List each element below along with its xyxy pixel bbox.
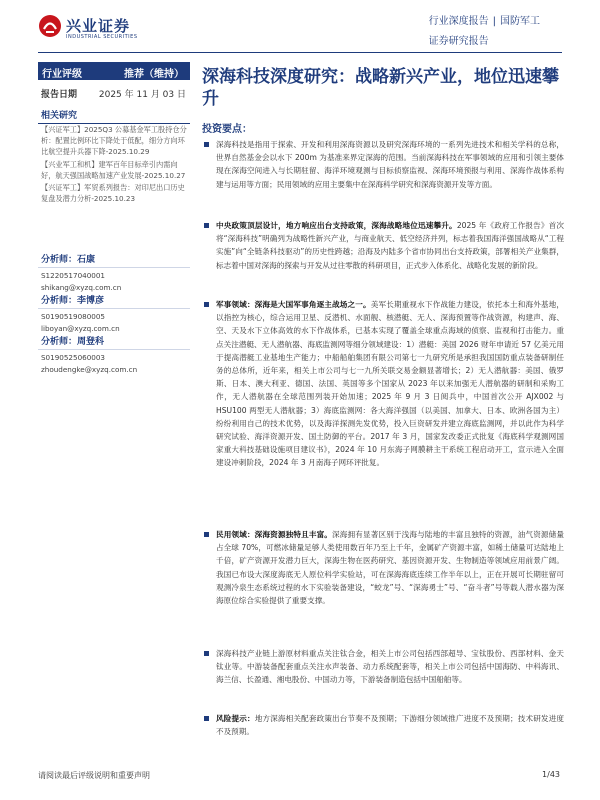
key-point-lead: 风险提示：: [216, 714, 255, 723]
analyst-card: [38, 252, 190, 292]
related-report-link[interactable]: 【兴业军工和机】建军百年目标牵引内需向好，航天强国战略加速产业发展-2025.10.27: [41, 159, 186, 180]
analyst-name: 分析师：周登科: [38, 334, 190, 350]
analyst-card: [38, 334, 190, 374]
key-point-text: 深海科技是指用于探索、开发和利用深海资源以及研究深海环境的一系列先进技术和相关学科的总称，世界自然基金会以水下 200m 为基准来界定深海的范围。当前深海科技在军事领域的应用和引领主要体现在深海空间进入与长期驻留、海洋环境观测与目标侦察监视、深海环境预报与利用、深海作战体系构建与运用等方面；民用领域的应用主要集中在深海科学研究和深海资源开发等方面。: [216, 140, 564, 189]
analyst-email[interactable]: liboyan@xyzq.com.cn: [41, 324, 120, 333]
related-research-list: [38, 124, 190, 205]
company-logo: [38, 14, 148, 44]
bullet-square-icon: [204, 223, 209, 228]
analyst-email[interactable]: shikang@xyzq.com.cn: [41, 283, 122, 292]
bullet-square-icon: [204, 142, 209, 147]
analyst-name: 分析师：石康: [38, 252, 190, 268]
analyst-email[interactable]: zhoudengke@xyzq.com.cn: [41, 365, 138, 374]
analyst-name: 分析师：李博彦: [38, 293, 190, 309]
rating-label: 行业评级: [42, 69, 82, 80]
key-point-lead: 中央政策顶层设计，地方响应出台支持政策，深海战略地位迅速攀升。: [216, 221, 457, 230]
logo-text: 兴业证券: [66, 17, 131, 35]
key-point: [202, 647, 564, 687]
industry-rating: [38, 62, 190, 80]
key-point: [202, 528, 564, 607]
report-meta: [429, 12, 540, 47]
key-point: [202, 219, 564, 272]
page-number: 1/43: [542, 770, 560, 779]
bullet-square-icon: [204, 716, 209, 721]
report-type: 行业深度报告: [428, 16, 489, 27]
key-point: [202, 298, 564, 470]
report-sector: 国防军工: [500, 16, 540, 27]
key-point-text: 深海拥有显著区别于浅海与陆地的丰富且独特的资源，油气资源储量占全球 70%，可燃冰储量足够人类使用数百年乃至上千年，金属矿产资源丰富，如稀土储量可达陆地上千倍，矿产资源开发潜力巨大，深海生物在医药研究、基因资源开发、生物制造等领域应用前景广阔。我国已布设大深度海底无人原位科学实验站，可在深海海底连续工作半年以上，正在开展可长期驻留可观测冷泉生态系统过程的水下实验装备建设，“蛟龙”号、“深海勇士”号、“奋斗者”号等载人潜水器为深海原位综合实验提供了重要支撑。: [216, 530, 564, 606]
key-point-text: 深海科技产业链上游原材料重点关注钛合金，相关上市公司包括西部超导、宝钛股份、西部材料、金天钛业等。中游装备配套重点关注水声装备、动力系统配套等，相关上市公司包括中国海防、中科海讯、海兰信、长盈通、湘电股份、中国动力等，下游装备制造包括中国船舶等。: [216, 649, 564, 685]
report-subtype: 证券研究报告: [428, 36, 489, 47]
report-title: 深海科技深度研究：战略新兴产业，地位迅速攀升: [202, 67, 559, 109]
analyst-cert: S0190525060003: [41, 353, 106, 362]
key-point-lead: 军事领域：深海是大国军事角逐主战场之一。: [216, 300, 371, 309]
key-point: [202, 712, 564, 738]
related-research-title: 相关研究: [38, 108, 190, 124]
key-point-text: 2025 年《政府工作报告》首次将“深海科技”明确列为战略性新兴产业，与商业航天、低空经济并列，标志着我国海洋强国战略从“工程实施”向“全链条科技驱动”的历史性跨越；沿海及内陆多个省市协同出台支持政策，部署相关产业集群，标志着中国对深海的探索与开发从过往零散的科研项目，正式步入体系化、战略化发展的新阶段。: [216, 221, 564, 270]
bullet-square-icon: [204, 302, 209, 307]
rating-value: 推荐（维持）: [124, 69, 184, 80]
key-point: [202, 138, 564, 191]
analyst-cert: S0190519080005: [41, 312, 106, 321]
key-point-text: 美军长期重视水下作战能力建设，依托本土和海外基地，以指控为核心，综合运用卫星、反潜机、水面舰、核潜艇、无人、深海预置等作战资源，构建声、海、空、天及水下立体高效的水下作战体系，已基本实现了覆盖全球重点海域的侦察、监视和打击能力。重点关注潜艇、无人潜航器、海底监测网等细分领域建设：1）潜艇：美国 2026 财年申请近 57 亿美元用于提高潜艇工业基地生产能力；中船船舶集团有限公司第七一九研究所是承担我国国防重点装备研制任务的总体所，近年来，相关上市公司与七一九所关联交易金额显著增长；2）无人潜航器：美国、俄罗斯、日本、澳大利亚、德国、法国、英国等多个国家从 2023 年以来加强无人潜航器的研制和采购工作，无人潜航器在全球范围列装开始加速；2025 年 9 月 3 日阅兵中，中国首次公开 AJX002 与 HSU100 两型无人潜航器；3）海底监测网：各大海洋强国（以美国、加拿大、日本、欧洲各国为主）纷纷利用自己的技术优势，以及海洋探测先发优势，投入巨资研发并建立海底监测网，并以此作为科学研究试验、海洋资源开发、国土防御的平台。2017 年 3 月，国家发改委正式批复《海底科学观测网国家重大科技基础设施项目建议书》，2024 年 10 月东海子网膜耕主干系统工程启动开工，宣示进入全面建设冲刺阶段，2024 年 3 月南海子网环评批复。: [216, 300, 565, 468]
date-label: 报告日期: [41, 90, 78, 100]
bullet-square-icon: [204, 651, 209, 656]
logo-subtext: INDUSTRIAL SECURITIES: [66, 34, 138, 40]
related-report-link[interactable]: 【兴证军工】2025Q3 公募基金军工股持仓分析：配置比例环比下降处于低配，细分方向环比航空提升兵器下降-2025.10.29: [41, 125, 187, 157]
meta-divider: |: [492, 16, 496, 27]
header-divider: [38, 52, 562, 53]
disclaimer-note: 请阅读最后评级说明和重要声明: [38, 771, 150, 780]
date-value: 2025 年 11 月 03 日: [98, 90, 186, 100]
key-point-text: 地方深海相关配套政策出台节奏不及预期；下游细分领域推广进度不及预期；技术研发进度不及预期。: [216, 714, 565, 737]
related-report-link[interactable]: 【兴证军工】军贸系列报告：对印尼出口历史复盘及潜力分析-2025.10.23: [41, 183, 185, 204]
analyst-cert: S1220517040001: [41, 271, 106, 280]
logo-mark-icon: [38, 14, 62, 38]
key-points-title: 投资要点：: [202, 124, 252, 135]
analyst-card: [38, 293, 190, 333]
bullet-square-icon: [204, 532, 209, 537]
key-point-lead: 民用领域：深海资源独特且丰富。: [216, 530, 333, 539]
